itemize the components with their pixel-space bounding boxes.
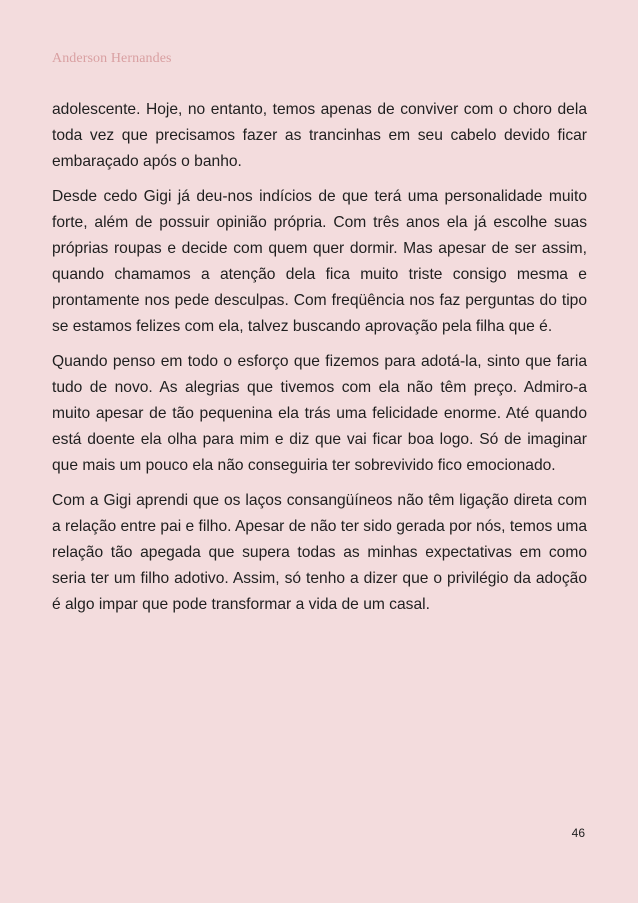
paragraph-1: adolescente. Hoje, no entanto, temos apenas de conviver com o choro dela toda vez que precisamos fazer as trancinhas em seu cabelo devido ficar embaraçado após o banho. [52,101,587,170]
paragraph-4: Com a Gigi aprendi que os laços consangüíneos não têm ligação direta com a relação entre pai e filho. Apesar de não ter sido gerada por nós, temos uma relação tão apegada que supera todas as minhas expectativas em como seria ter um filho adotivo. Assim, só tenho a dizer que o privilégio da adoção é algo impar que pode transformar a vida de um casal. [52,492,587,613]
paragraph-3: Quando penso em todo o esforço que fizemos para adotá-la, sinto que faria tudo de novo. As alegrias que tivemos com ela não têm preço. Admiro-a muito apesar de tão pequenina ela trás uma felicidade enorme. Até quando está doente ela olha para mim e diz que vai ficar boa logo. Só de imaginar que mais um pouco ela não conseguiria ter sobrevivido fico emocionado. [52,353,587,474]
page-number: 46 [571,826,585,840]
paragraph-2: Desde cedo Gigi já deu-nos indícios de que terá uma personalidade muito forte, além de possuir opinião própria. Com três anos ela já escolhe suas próprias roupas e decide com quem quer dormir. Mas apesar de ser assim, quando chamamos a atenção dela fica muito triste consigo mesma e prontamente nos pede desculpas. Com freqüência nos faz perguntas do tipo se estamos felizes com ela, talvez buscando aprovação pela filha que é. [52,188,587,335]
running-header-author: Anderson Hernandes [52,51,172,66]
body-text [52,97,587,627]
